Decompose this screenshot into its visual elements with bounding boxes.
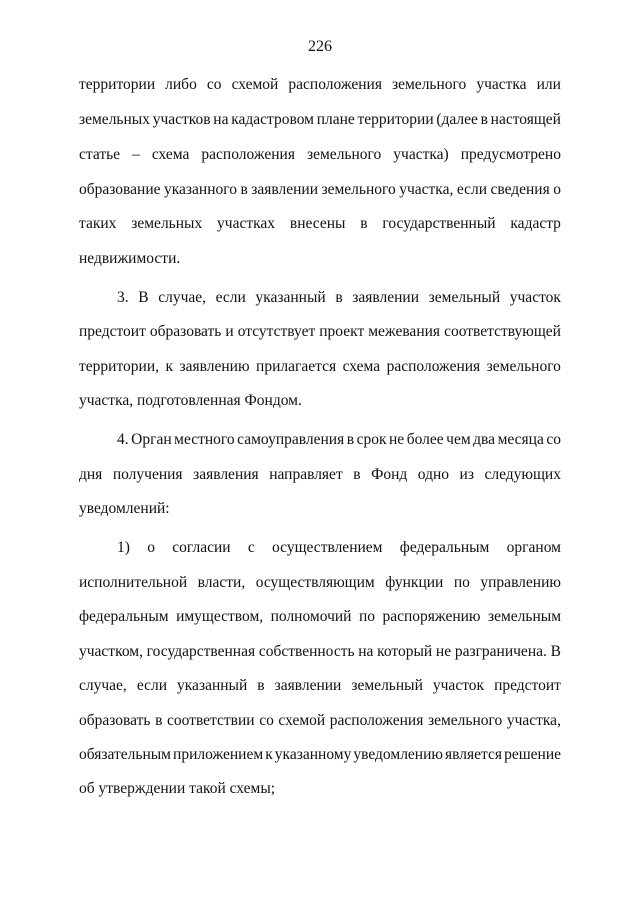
text-line: предстоит образовать и отсутствует проект межевания соответствующей	[79, 323, 561, 340]
text-line: статье – схема расположения земельного участка) предусмотрено	[79, 146, 561, 163]
text-line: 4. Орган местного самоуправления в срок не более чем два месяца со	[117, 431, 561, 448]
text-line: уведомлений:	[79, 500, 170, 517]
text-line: 1) о согласии с осуществлением федеральным органом	[117, 539, 561, 556]
text-line: недвижимости.	[79, 250, 181, 267]
text-line: обязательным приложением к указанному уведомлению является решение	[79, 746, 561, 763]
text-line: образование указанного в заявлении земельного участка, если сведения о	[79, 181, 561, 198]
text-line: участка, подготовленная Фондом.	[79, 392, 302, 409]
text-line: исполнительной власти, осуществляющим функции по управлению	[79, 574, 561, 591]
text-line: территории либо со схемой расположения земельного участка или	[79, 76, 561, 93]
text-line: территории, к заявлению прилагается схема расположения земельного	[79, 358, 561, 375]
text-line: федеральным имуществом, полномочий по распоряжению земельным	[79, 608, 561, 625]
text-line: образовать в соответствии со схемой расположения земельного участка,	[79, 712, 561, 729]
text-line: об утверждении такой схемы;	[79, 780, 276, 797]
text-line: дня получения заявления направляет в Фонд одно из следующих	[79, 466, 561, 483]
text-line: участком, государственная собственность на который не разграничена. В	[79, 643, 561, 660]
page-number: 226	[308, 38, 332, 55]
text-line: случае, если указанный в заявлении земельный участок предстоит	[79, 677, 561, 694]
text-line: 3. В случае, если указанный в заявлении земельный участок	[117, 289, 561, 306]
text-line: земельных участков на кадастровом плане территории (далее в настоящей	[79, 111, 561, 128]
text-line: таких земельных участках внесены в государственный кадастр	[79, 215, 561, 232]
